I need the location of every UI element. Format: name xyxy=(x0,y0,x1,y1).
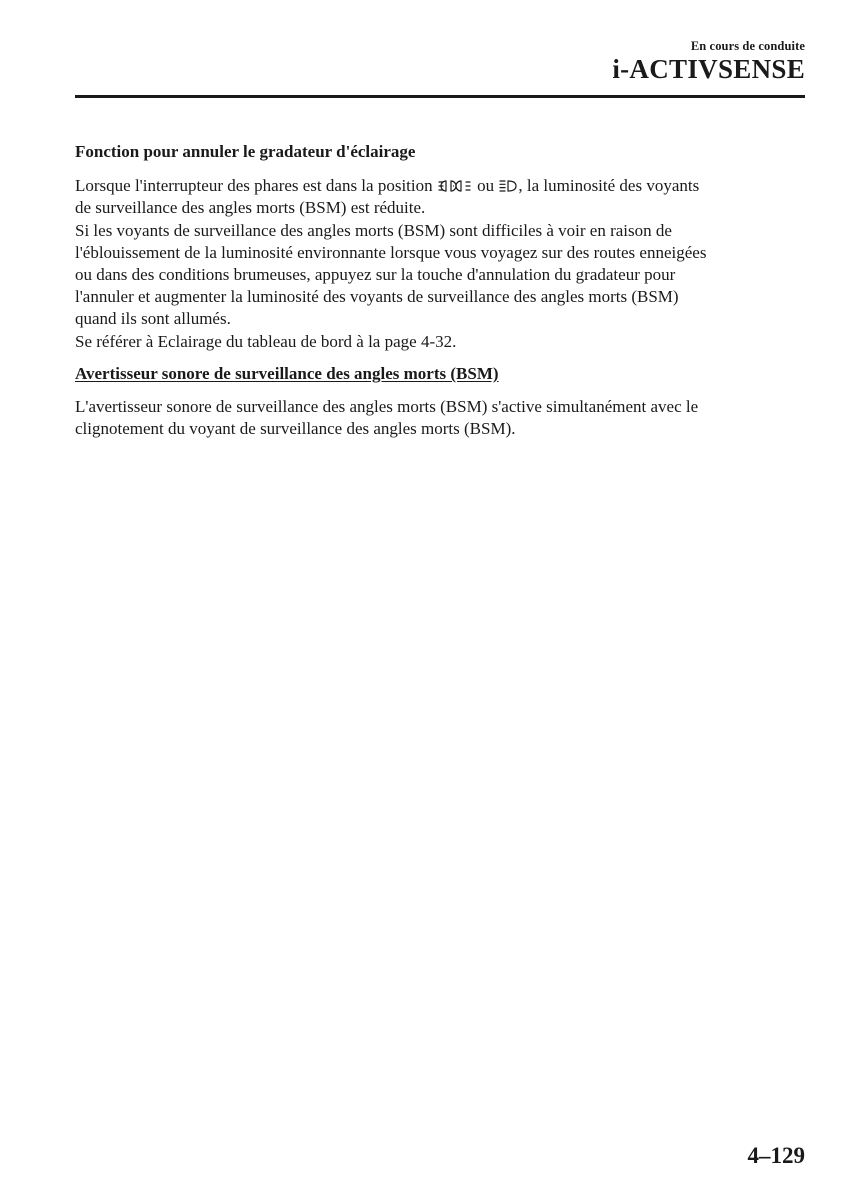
page-header-title: i-ACTIVSENSE xyxy=(612,54,805,84)
text-fragment: , la luminosité des voyants xyxy=(518,176,700,196)
paragraph-line: L'avertisseur sonore de surveillance des angles morts (BSM) s'active simultanément avec le xyxy=(75,397,699,417)
paragraph-line: l'annuler et augmenter la luminosité des voyants de surveillance des angles morts (BSM) xyxy=(75,287,679,307)
page-header-kicker: En cours de conduite xyxy=(690,39,805,53)
text-fragment: Lorsque l'interrupteur des phares est dans la position xyxy=(75,176,437,196)
paragraph-line: de surveillance des angles morts (BSM) est réduite. xyxy=(75,198,426,218)
paragraph-line: l'éblouissement de la luminosité environnante lorsque vous voyagez sur des routes enneigées xyxy=(75,242,707,262)
headlights-icon xyxy=(499,179,517,193)
paragraph-line: clignotement du voyant de surveillance des angles morts (BSM). xyxy=(75,419,516,439)
section-heading-dimmer-cancel: Fonction pour annuler le gradateur d'éclairage xyxy=(75,142,416,161)
bsm-buzzer-paragraph xyxy=(75,396,805,440)
paragraph-line: Si les voyants de surveillance des angles morts (BSM) sont difficiles à voir en raison de xyxy=(75,220,672,240)
parking-lights-icon xyxy=(438,179,472,193)
dimmer-cancel-paragraph xyxy=(75,175,805,353)
page-number: 4–129 xyxy=(747,1143,805,1168)
page-content xyxy=(75,141,805,440)
text-fragment: ou xyxy=(472,176,499,196)
section-heading-bsm-buzzer: Avertisseur sonore de surveillance des angles morts (BSM) xyxy=(75,363,499,383)
paragraph-line: ou dans des conditions brumeuses, appuyez sur la touche d'annulation du gradateur pour xyxy=(75,265,676,285)
paragraph-line: quand ils sont allumés. xyxy=(75,309,231,329)
header-divider xyxy=(75,95,805,98)
paragraph-line xyxy=(75,175,805,197)
paragraph-line: Se référer à Eclairage du tableau de bord à la page 4-32. xyxy=(75,331,457,351)
